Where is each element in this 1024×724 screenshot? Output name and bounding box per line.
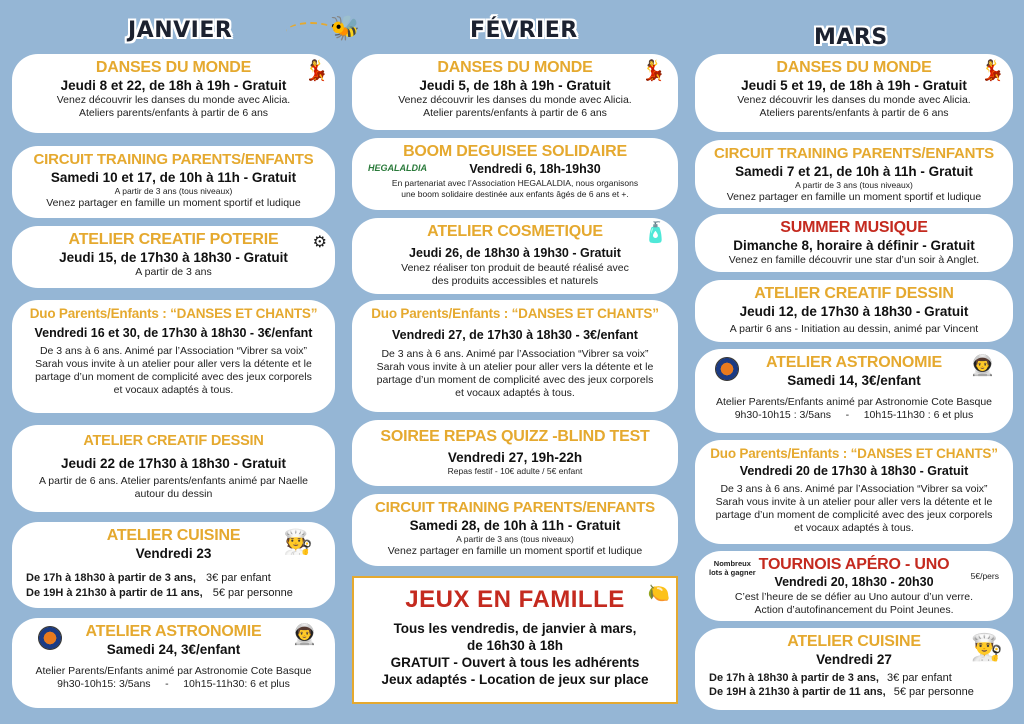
event-desc: Venez découvrir les danses du monde avec Alicia. [737, 94, 971, 106]
event-desc: de 16h30 à 18h [466, 638, 564, 653]
event-date: Jeudi 12, de 17h30 à 18h30 - Gratuit [739, 304, 969, 319]
event-date: Vendredi 27, 19h-22h [447, 450, 583, 465]
event-card-astro-mars [695, 349, 1013, 433]
pottery-icon: ⚙ [312, 234, 327, 251]
event-date: Dimanche 8, horaire à définir - Gratuit [733, 238, 975, 253]
event-title: ATELIER ASTRONOMIE [766, 354, 942, 371]
event-desc: Sarah vous invite à un atelier pour aller vers la détente et le [35, 358, 312, 370]
event-date: Vendredi 23 [135, 546, 212, 561]
event-desc: Atelier parents/enfants à partir de 6 ans [423, 107, 607, 119]
event-desc: Jeux adaptés - Location de jeux sur place [381, 672, 649, 687]
event-title: ATELIER CUISINE [106, 527, 241, 544]
event-title: ATELIER ASTRONOMIE [85, 623, 262, 640]
event-desc: Atelier Parents/Enfants animé par Astronomie Cote Basque [715, 396, 993, 408]
event-desc: De 3 ans à 6 ans. Animé par l’Association “Vibrer sa voix” [720, 483, 988, 495]
event-desc: 9h30-10h15: 3/5ans - 10h15-11h30: 6 et plus [57, 678, 290, 690]
event-date: Vendredi 20 de 17h30 à 18h30 - Gratuit [739, 464, 969, 478]
event-card-boom-fevrier [352, 138, 678, 210]
month-title-mars: MARS [814, 25, 888, 50]
price-value: 3€ par enfant [205, 572, 271, 584]
event-desc: et vocaux adaptés à tous. [455, 387, 575, 399]
event-title: CIRCUIT TRAINING PARENTS/ENFANTS [33, 151, 314, 168]
price-time: De 17h à 18h30 à partir de 3 ans, [709, 672, 879, 684]
event-desc: partage d’un moment de complicité avec des jeux corporels [715, 509, 993, 521]
event-desc: autour du dessin [134, 488, 213, 500]
month-title-fevrier: FÉVRIER [470, 18, 578, 43]
event-desc: En partenariat avec l’Association HEGALALDIA, nous organisons [391, 178, 639, 188]
event-date: Jeudi 22 de 17h30 à 18h30 - Gratuit [60, 456, 287, 471]
event-desc: et vocaux adaptés à tous. [113, 384, 234, 396]
event-date: Vendredi 6, 18h-19h30 [469, 162, 601, 176]
bee-trail [286, 22, 336, 42]
event-date: Vendredi 20, 18h30 - 20h30 [774, 575, 934, 589]
event-title: Duo Parents/Enfants : “DANSES ET CHANTS” [371, 306, 659, 321]
event-desc: Sarah vous invite à un atelier pour aller vers la détente et le [376, 361, 654, 373]
event-desc: C’est l’heure de se défier au Uno autour d’un verre. [734, 591, 974, 603]
event-desc: Venez découvrir les danses du monde avec Alicia. [56, 94, 291, 106]
event-desc: 9h30-10h15 : 3/5ans - 10h15-11h30 : 6 et plus [734, 409, 974, 421]
event-date: Vendredi 27, de 17h30 à 18h30 - 3€/enfant [392, 328, 638, 342]
event-desc: De 3 ans à 6 ans. Animé par l’Association “Vibrer sa voix” [381, 348, 649, 360]
event-card-circuit-fevrier [352, 494, 678, 566]
event-card-circuit-janvier [12, 146, 335, 218]
event-card-dessin-janvier [12, 425, 335, 512]
event-desc: des produits accessibles et naturels [431, 275, 599, 287]
cooking-kids-icon: 🧑‍🍳 [283, 529, 313, 556]
event-desc: A partir de 3 ans (tous niveaux) [114, 186, 233, 196]
event-date: Samedi 10 et 17, de 10h à 11h - Gratuit [50, 170, 297, 185]
astronomy-badge-icon [715, 357, 739, 381]
price-value: 5€ par personne [893, 686, 974, 698]
event-title: TOURNOIS APÉRO - UNO [758, 556, 950, 573]
event-date: Vendredi 27 [816, 652, 892, 667]
event-title: ATELIER CREATIF DESSIN [83, 433, 264, 449]
hegalaldia-logo: HEGALALDIA [368, 163, 427, 173]
month-title-janvier: JANVIER [128, 18, 233, 43]
event-title: Duo Parents/Enfants : “DANSES ET CHANTS” [710, 446, 998, 461]
astronomy-badge-icon [38, 626, 62, 650]
event-title: ATELIER CREATIF DESSIN [754, 285, 954, 302]
event-card-dessin-mars [695, 280, 1013, 342]
event-desc: Venez en famille découvrir une star d’un soir à Anglet. [728, 254, 980, 266]
event-title: DANSES DU MONDE [776, 59, 932, 76]
price-row [709, 686, 999, 698]
event-desc: Venez partager en famille un moment sportif et ludique [387, 545, 643, 557]
event-date: Samedi 7 et 21, de 10h à 11h - Gratuit [735, 164, 973, 179]
event-title: BOOM DEGUISEE SOLIDAIRE [403, 143, 627, 160]
event-title: DANSES DU MONDE [437, 59, 593, 76]
chef-icon: 👨‍🍳 [970, 632, 1003, 662]
event-date: Jeudi 26, de 18h30 à 19h30 - Gratuit [409, 246, 621, 260]
event-desc: A partir de 6 ans. Atelier parents/enfants animé par Naelle [38, 475, 309, 487]
event-card-cuisine-mars [695, 628, 1013, 710]
event-desc: Venez partager en famille un moment sportif et ludique [726, 191, 982, 203]
event-desc: partage d’un moment de complicité avec des jeux corporels [35, 371, 312, 383]
bee-icon: 🐝 [330, 15, 360, 42]
event-date: Jeudi 15, de 17h30 à 18h30 - Gratuit [59, 250, 288, 265]
event-card-poterie-janvier [12, 226, 335, 288]
event-desc: Atelier Parents/Enfants animé par Astronomie Cote Basque [35, 665, 312, 677]
event-desc: et vocaux adaptés à tous. [794, 522, 914, 534]
price-value: 5€ par personne [212, 587, 293, 599]
event-card-danses-fevrier [352, 54, 678, 130]
ludotheque-logo: 🍋 [647, 583, 670, 603]
event-date: Jeudi 5 et 19, de 18h à 19h - Gratuit [741, 78, 967, 93]
event-date: Jeudi 5, de 18h à 19h - Gratuit [419, 78, 611, 93]
astronaut-icon: 👨‍🚀 [292, 624, 317, 646]
event-card-tournois-mars [695, 551, 1013, 621]
event-desc: une boom solidaire destinée aux enfants âgés de 6 ans et +. [401, 189, 629, 199]
event-card-duo-janvier [12, 300, 335, 413]
event-desc: Repas festif - 10€ adulte / 5€ enfant [447, 466, 583, 476]
event-card-circuit-mars [695, 140, 1013, 208]
event-desc: De 3 ans à 6 ans. Animé par l’Association “Vibrer sa voix” [39, 345, 308, 357]
price-time: De 17h à 18h30 à partir de 3 ans, [26, 572, 196, 584]
event-card-duo-mars [695, 440, 1013, 544]
lots-note-line: lots à gagner [709, 568, 756, 577]
event-desc: Venez partager en famille un moment sportif et ludique [46, 197, 301, 209]
event-desc: partage d’un moment de complicité avec des jeux corporels [376, 374, 654, 386]
event-title: ATELIER COSMETIQUE [427, 223, 603, 240]
event-desc: A partir de 3 ans (tous niveaux) [456, 534, 574, 544]
event-card-jeux-en-famille [352, 576, 678, 704]
price-row [26, 587, 321, 599]
event-desc: A partir 6 ans - Initiation au dessin, animé par Vincent [729, 323, 979, 335]
event-title: SUMMER MUSIQUE [780, 219, 928, 236]
price-row [709, 672, 999, 684]
event-date: Jeudi 8 et 22, de 18h à 19h - Gratuit [60, 78, 287, 93]
event-title: ATELIER CUISINE [787, 633, 921, 650]
event-desc: Ateliers parents/enfants à partir de 6 ans [78, 107, 269, 119]
dancers-icon: 💃 [304, 60, 329, 82]
price-note: 5€/pers [970, 571, 999, 581]
price-value: 3€ par enfant [886, 672, 952, 684]
event-card-astro-janvier [12, 618, 335, 708]
event-date: Samedi 24, 3€/enfant [106, 642, 241, 657]
event-title: ATELIER CREATIF POTERIE [68, 231, 279, 248]
event-desc: Action d’autofinancement du Point Jeunes. [754, 604, 954, 616]
event-title: CIRCUIT TRAINING PARENTS/ENFANTS [375, 499, 655, 516]
event-desc: Ateliers parents/enfants à partir de 6 ans [759, 107, 949, 119]
event-title: JEUX EN FAMILLE [405, 586, 625, 613]
event-desc: Sarah vous invite à un atelier pour aller vers la détente et le [715, 496, 993, 508]
event-desc: Venez découvrir les danses du monde avec Alicia. [398, 94, 632, 106]
event-card-cosmetique-fevrier [352, 218, 678, 294]
lots-note-line: Nombreux [713, 559, 751, 568]
dancers-icon: 💃 [641, 60, 666, 82]
event-card-duo-fevrier [352, 300, 678, 412]
event-desc: A partir de 3 ans [135, 266, 212, 278]
event-desc: GRATUIT - Ouvert à tous les adhérents [390, 655, 640, 670]
event-title: Duo Parents/Enfants : “DANSES ET CHANTS” [29, 306, 318, 321]
dancers-icon: 💃 [980, 60, 1005, 82]
event-card-danses-janvier [12, 54, 335, 133]
event-card-cuisine-janvier [12, 522, 335, 608]
price-time: De 19H à 21h30 à partir de 11 ans, [26, 587, 203, 599]
event-title: DANSES DU MONDE [95, 59, 252, 76]
event-date: Samedi 14, 3€/enfant [787, 373, 921, 388]
event-title: SOIREE REPAS QUIZZ -BLIND TEST [380, 428, 650, 445]
event-title: CIRCUIT TRAINING PARENTS/ENFANTS [714, 145, 994, 162]
event-card-soiree-fevrier [352, 420, 678, 486]
event-desc: Tous les vendredis, de janvier à mars, [393, 621, 637, 636]
event-card-danses-mars [695, 54, 1013, 132]
lots-note [709, 559, 756, 577]
astronaut-icon: 👨‍🚀 [970, 355, 995, 377]
event-desc: A partir de 3 ans (tous niveaux) [795, 180, 913, 190]
price-row [26, 572, 321, 584]
cosmetics-icon: 🧴 [643, 222, 668, 244]
event-date: Vendredi 16 et 30, de 17h30 à 18h30 - 3€/enfant [34, 326, 313, 340]
event-date: Samedi 28, de 10h à 11h - Gratuit [409, 518, 621, 533]
event-desc: Venez réaliser ton produit de beauté réalisé avec [401, 262, 629, 274]
event-card-summer-mars [695, 214, 1013, 272]
price-time: De 19H à 21h30 à partir de 11 ans, [709, 686, 886, 698]
